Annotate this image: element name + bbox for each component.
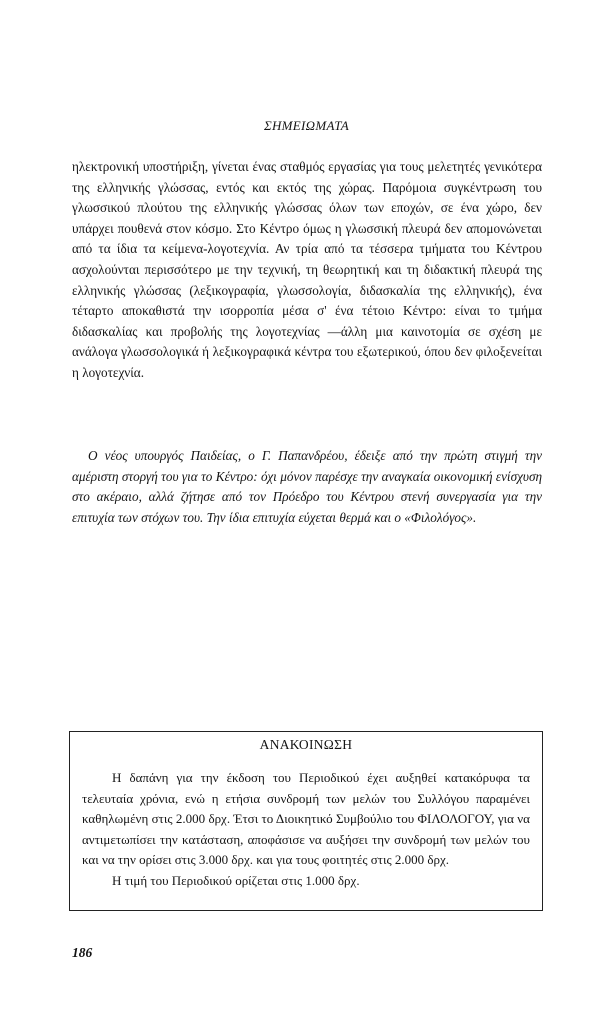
- announcement-box: [69, 731, 543, 911]
- announcement-paragraph-2: Η τιμή του Περιοδικού ορίζεται στις 1.000 δρχ.: [112, 872, 360, 888]
- body-paragraph-1: [72, 157, 542, 384]
- announcement-title: ΑΝΑΚΟΙΝΩΣΗ: [259, 737, 353, 752]
- paragraph-text: ηλεκτρονική υποστήριξη, γίνεται ένας σταθμός εργασίας για τους μελετητές γενικότερα της ελληνικής γλώσσας, εντός και εκτός της χώρας. Παρόμοια συγκέντρωση του γλωσσικού πλούτου της ελληνικής γλώσσας όλων των εποχών, σε ένα χώρο, δεν υπάρχει πουθενά στον κόσμο. Στο Κέντρο όμως η γλωσσική πλευρά δεν απομονώνεται από τα ίδια τα κείμενα-λογοτεχνία. Αν τρία από τα τέσσερα τμήματα του Κέντρου ασχολούνται περισσότερο με την τεχνική, τη θεωρητική και τη διδακτική πλευρά της ελληνικής γλώσσας (λεξικογραφία, γλωσσολογία, διδασκαλία της ελληνικής), ένα τέταρτο αποκαθιστά την ισορροπία μέσα σ' ένα τέτοιο Κέντρο: είναι το τμήμα διδασκαλίας και προβολής της λογοτεχνίας —άλλη μια καινοτομία σε σχέση με ανάλογα γλωσσολογικά ή λεξικογραφικά κέντρα του εξωτερικού, όπου δεν φιλοξενείται η λογοτεχνία.: [72, 159, 542, 380]
- page-number: 186: [72, 945, 93, 960]
- announcement-body: [82, 768, 530, 891]
- announcement-paragraph-1: Η δαπάνη για την έκδοση του Περιοδικού έχει αυξηθεί κατακόρυφα τα τελευταία χρόνια, ενώ η ετήσια συνδρομή των μελών του Συλλόγου παραμένει καθηλωμένη στις 2.000 δρχ. Έτσι το Διοικητικό Συμβούλιο του ΦΙΛΟΛΟΓΟΥ, για να αντιμετωπίσει την κατάσταση, αποφάσισε να αυξήσει την συνδρομή των μελών του και να την ορίσει στις 3.000 δρχ. και για τους φοιτητές στις 2.000 δρχ.: [82, 770, 530, 867]
- body-paragraph-2: [72, 446, 542, 528]
- paragraph-text: Ο νέος υπουργός Παιδείας, ο Γ. Παπανδρέου, έδειξε από την πρώτη στιγμή την αμέριστη στοργή του για το Κέντρο: όχι μόνον παρέσχε την αναγκαία οικονομική ενίσχυση στο ακέραιο, αλλά ζήτησε από τον Πρόεδρο του Κέντρου στενή συνεργασία για την επιτυχία των στόχων του. Την ίδια επιτυχία εύχεται θερμά και ο «Φιλολόγος».: [72, 448, 542, 525]
- running-title: ΣΗΜΕΙΩΜΑΤΑ: [263, 118, 350, 133]
